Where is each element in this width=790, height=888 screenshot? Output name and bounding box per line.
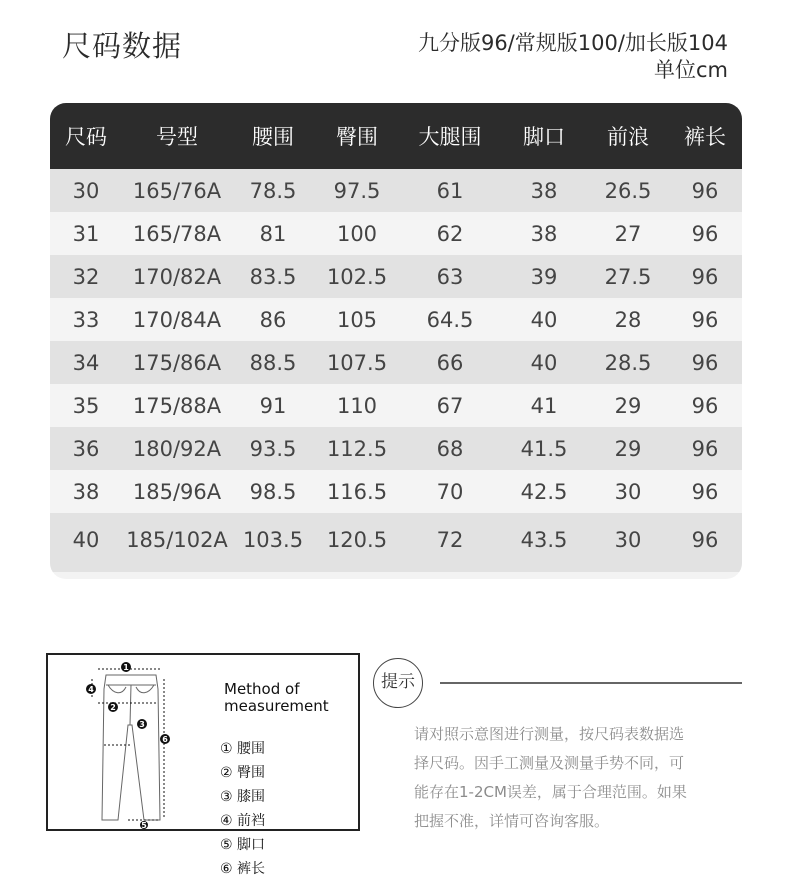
tip-badge: 提示 — [373, 658, 423, 708]
table-cell: 96 — [668, 255, 742, 298]
marker-2: 2 — [110, 703, 116, 712]
marker-3: 3 — [139, 720, 145, 729]
version-info — [418, 30, 728, 84]
column-header: 腰围 — [232, 103, 314, 169]
table-cell: 170/84A — [122, 298, 232, 341]
table-row — [50, 298, 742, 341]
marker-1: 1 — [123, 663, 129, 672]
table-cell: 103.5 — [232, 513, 314, 572]
column-header: 脚口 — [500, 103, 588, 169]
table-row — [50, 169, 742, 212]
table-cell: 38 — [500, 212, 588, 255]
table-cell: 185/96A — [122, 470, 232, 513]
table-row — [50, 427, 742, 470]
table-cell: 83.5 — [232, 255, 314, 298]
table-cell: 29 — [588, 427, 668, 470]
table-cell: 41 — [500, 384, 588, 427]
table-cell: 28.5 — [588, 341, 668, 384]
table-cell: 96 — [668, 169, 742, 212]
tip-text — [414, 720, 744, 836]
table-cell: 175/88A — [122, 384, 232, 427]
marker-5: 5 — [141, 821, 147, 829]
table-cell: 96 — [668, 341, 742, 384]
method-line-2: measurement — [224, 697, 329, 715]
table-cell: 68 — [400, 427, 500, 470]
table-cell: 96 — [668, 470, 742, 513]
legend-item: ⑤ 脚口 — [220, 837, 266, 853]
table-row — [50, 513, 742, 572]
method-title — [224, 681, 329, 715]
table-cell: 81 — [232, 212, 314, 255]
table-cell: 78.5 — [232, 169, 314, 212]
column-header: 前浪 — [588, 103, 668, 169]
table-cell: 86 — [232, 298, 314, 341]
table-cell: 96 — [668, 298, 742, 341]
table-cell: 102.5 — [314, 255, 400, 298]
table-cell: 180/92A — [122, 427, 232, 470]
table-cell: 107.5 — [314, 341, 400, 384]
versions-line: 九分版96/常规版100/加长版104 — [417, 31, 728, 55]
table-cell: 39 — [500, 255, 588, 298]
table-row — [50, 255, 742, 298]
table-cell: 32 — [50, 255, 122, 298]
table-cell: 35 — [50, 384, 122, 427]
table-cell: 170/82A — [122, 255, 232, 298]
column-header: 号型 — [122, 103, 232, 169]
tip-divider — [440, 682, 742, 684]
table-cell: 40 — [50, 513, 122, 572]
table-cell: 96 — [668, 513, 742, 572]
table-cell: 165/78A — [122, 212, 232, 255]
table-cell: 38 — [50, 470, 122, 513]
table-cell: 185/102A — [122, 513, 232, 572]
table-cell: 165/76A — [122, 169, 232, 212]
table-cell: 116.5 — [314, 470, 400, 513]
table-cell: 64.5 — [400, 298, 500, 341]
table-cell: 62 — [400, 212, 500, 255]
table-header-row — [50, 103, 742, 169]
size-table — [50, 103, 742, 572]
table-cell: 33 — [50, 298, 122, 341]
table-cell: 96 — [668, 427, 742, 470]
measurement-legend — [220, 737, 358, 881]
table-cell: 110 — [314, 384, 400, 427]
size-table-container — [50, 103, 742, 579]
table-cell: 27.5 — [588, 255, 668, 298]
table-cell: 98.5 — [232, 470, 314, 513]
page-title: 尺码数据 — [62, 29, 183, 63]
measurement-diagram — [46, 653, 360, 877]
marker-4: 4 — [88, 685, 94, 694]
column-header: 臀围 — [314, 103, 400, 169]
column-header: 尺码 — [50, 103, 122, 169]
table-cell: 40 — [500, 298, 588, 341]
table-cell: 38 — [500, 169, 588, 212]
unit-line: 单位cm — [653, 58, 728, 82]
table-cell: 40 — [500, 341, 588, 384]
table-cell: 61 — [400, 169, 500, 212]
table-cell: 97.5 — [314, 169, 400, 212]
method-line-1: Method of — [224, 680, 300, 698]
legend-item: ① 腰围 — [220, 741, 266, 757]
table-row — [50, 384, 742, 427]
table-cell: 66 — [400, 341, 500, 384]
table-cell: 41.5 — [500, 427, 588, 470]
marker-6: 6 — [162, 735, 168, 744]
table-cell: 70 — [400, 470, 500, 513]
table-cell: 175/86A — [122, 341, 232, 384]
table-row — [50, 341, 742, 384]
table-cell: 105 — [314, 298, 400, 341]
table-body — [50, 169, 742, 572]
legend-item: ② 臀围 — [220, 765, 266, 781]
legend-item: ③ 膝围 — [220, 789, 266, 805]
table-cell: 42.5 — [500, 470, 588, 513]
table-cell: 30 — [588, 470, 668, 513]
column-header: 大腿围 — [400, 103, 500, 169]
table-cell: 29 — [588, 384, 668, 427]
table-cell: 28 — [588, 298, 668, 341]
table-cell: 96 — [668, 384, 742, 427]
table-cell: 30 — [588, 513, 668, 572]
table-cell: 72 — [400, 513, 500, 572]
column-header: 裤长 — [668, 103, 742, 169]
tip-line: 能存在1-2CM误差，属于合理范围。如果 — [414, 783, 687, 801]
table-cell: 120.5 — [314, 513, 400, 572]
table-cell: 91 — [232, 384, 314, 427]
table-cell: 100 — [314, 212, 400, 255]
legend-item: ④ 前裆 — [220, 813, 266, 829]
table-cell: 26.5 — [588, 169, 668, 212]
table-cell: 34 — [50, 341, 122, 384]
tip-line: 请对照示意图进行测量，按尺码表数据选 — [414, 725, 685, 743]
table-row — [50, 470, 742, 513]
table-cell: 112.5 — [314, 427, 400, 470]
table-cell: 88.5 — [232, 341, 314, 384]
table-cell: 31 — [50, 212, 122, 255]
table-cell: 30 — [50, 169, 122, 212]
table-cell: 43.5 — [500, 513, 588, 572]
tip-line: 把握不准，详情可咨询客服。 — [414, 812, 610, 830]
legend-item: ⑥ 裤长 — [220, 861, 266, 877]
table-cell: 67 — [400, 384, 500, 427]
table-cell: 93.5 — [232, 427, 314, 470]
table-row — [50, 212, 742, 255]
table-cell: 96 — [668, 212, 742, 255]
tip-line: 择尺码。因手工测量及测量手势不同，可 — [414, 754, 685, 772]
table-cell: 36 — [50, 427, 122, 470]
table-cell: 63 — [400, 255, 500, 298]
table-cell: 27 — [588, 212, 668, 255]
